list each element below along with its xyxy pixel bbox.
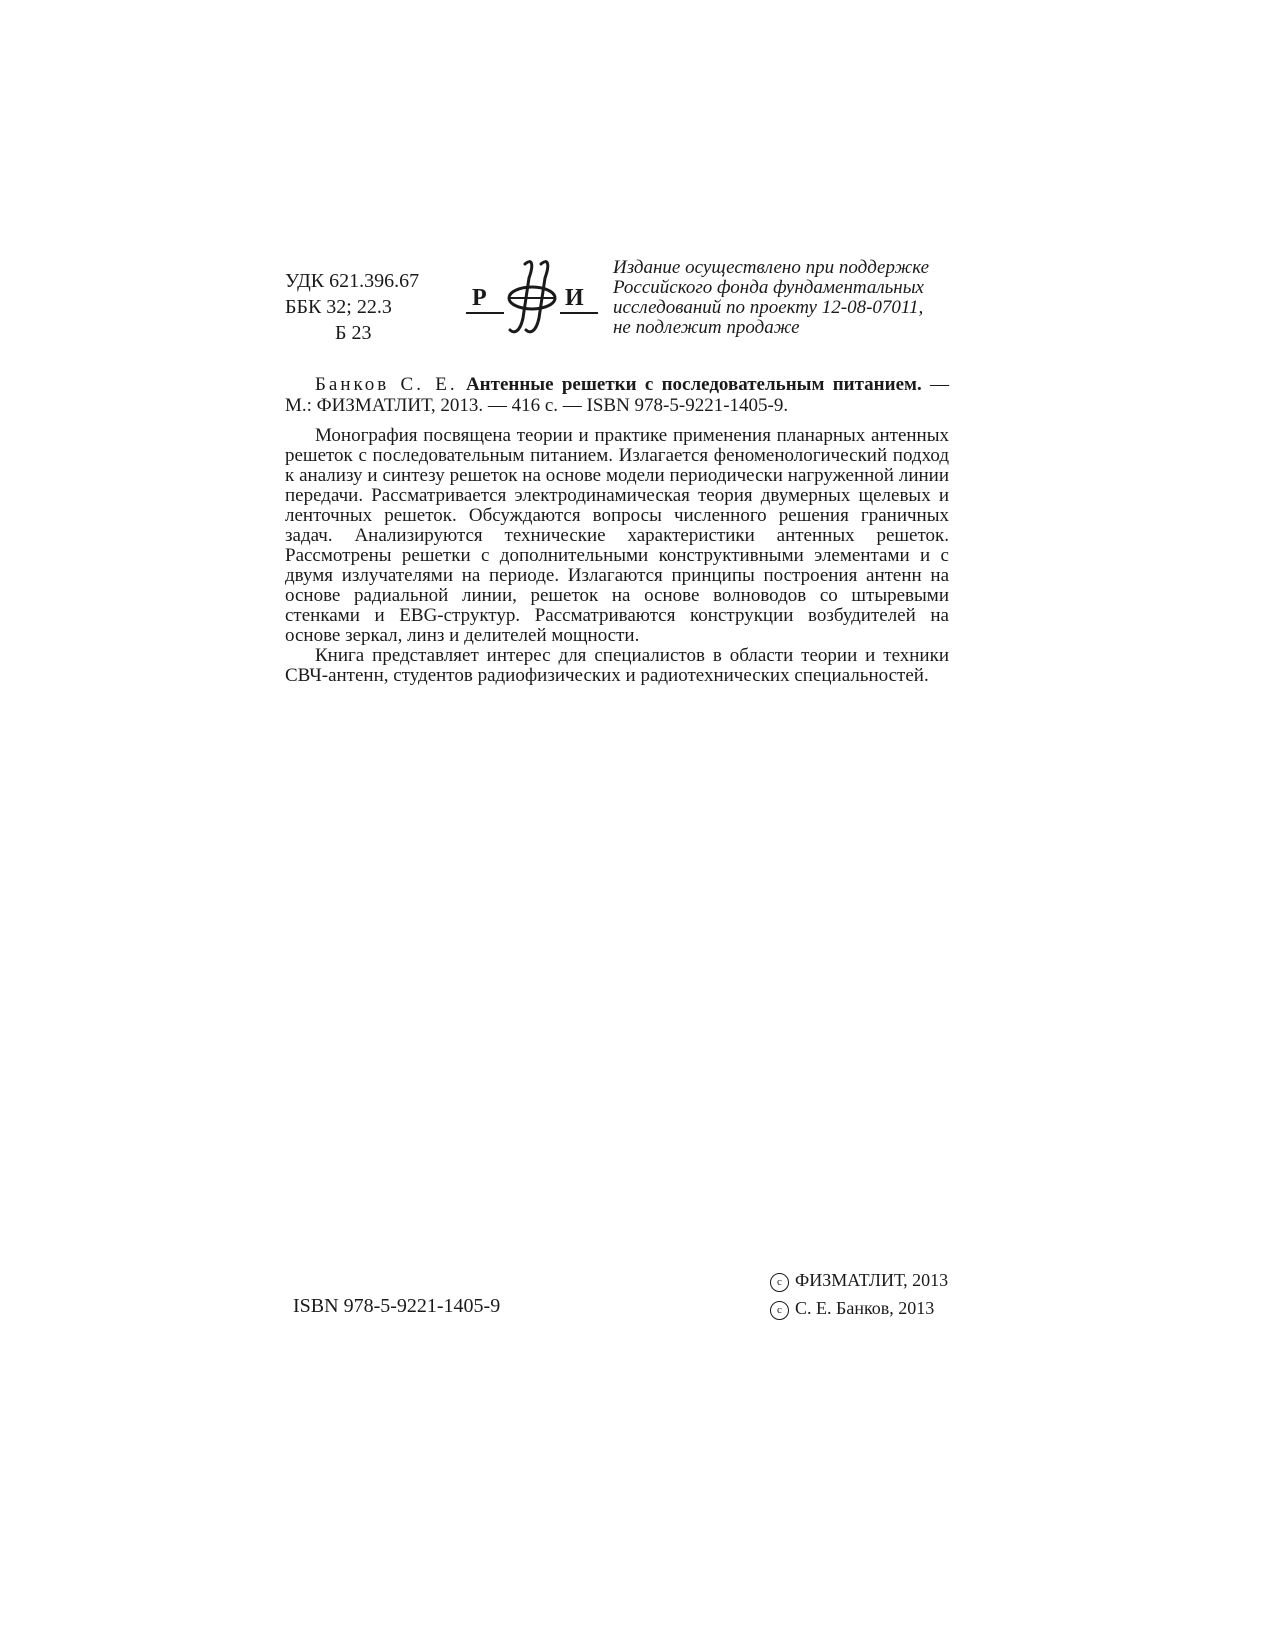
author-mark: Б 23 (335, 322, 372, 344)
copyright-icon: c (770, 1273, 789, 1292)
copyright-block (770, 1266, 948, 1322)
classification-codes (285, 268, 419, 346)
copyright-line (770, 1266, 948, 1294)
bib-author: Банков С. Е. (315, 374, 458, 395)
abstract-paragraph: Монография посвящена теории и практике применения планарных антенных решеток с последовательным питанием. Излагается феноменологический подход к анализу и синтезу решеток на основе модели периодически нагруженной линии передачи. Рассматривается электродинамическая теория двумерных щелевых и ленточных решеток. Обсуждаются вопросы численного решения граничных задач. Анализируются технические характеристики антенных решеток. Рассмотрены решетки с дополнительными конструктивными элементами и с двумя излучателями на периоде. Излагаются принципы построения антенн на основе радиальной линии, решеток на основе волноводов со штыревыми стенками и EBG-структур. Рассматриваются конструкции возбудителей на основе зеркал, линз и делителей мощности. (285, 425, 949, 646)
abstract-paragraph: Книга представляет интерес для специалистов в области теории и техники СВЧ-антенн, студентов радиофизических и радиотехнических специальностей. (285, 645, 949, 686)
copyright-publisher: ФИЗМАТЛИТ, 2013 (795, 1270, 949, 1290)
logo-letter-left: Р (472, 285, 487, 311)
bbk-code: ББК 32; 22.3 (285, 296, 392, 318)
support-note: Издание осуществлено при поддержке Российского фонда фундаментальных исследований по проекту 12-08-07011, не подлежит продаже (613, 257, 930, 338)
copyright-icon: c (770, 1301, 789, 1320)
logo-letter-right: И (565, 285, 584, 311)
bib-publication: — М.: ФИЗМАТЛИТ, 2013. — 416 с. — ISBN 978-5-9221-1405-9. (285, 374, 950, 416)
bibliographic-record (285, 374, 949, 416)
rffi-logo-icon (462, 258, 602, 336)
udk-code: УДК 621.396.67 (285, 270, 420, 292)
abstract (285, 426, 949, 686)
isbn: ISBN 978-5-9221-1405-9 (293, 1295, 501, 1317)
copyright-author: С. Е. Банков, 2013 (795, 1298, 935, 1318)
bib-title: Антенные решетки с последовательным питанием. (465, 374, 922, 395)
copyright-line (770, 1294, 948, 1322)
